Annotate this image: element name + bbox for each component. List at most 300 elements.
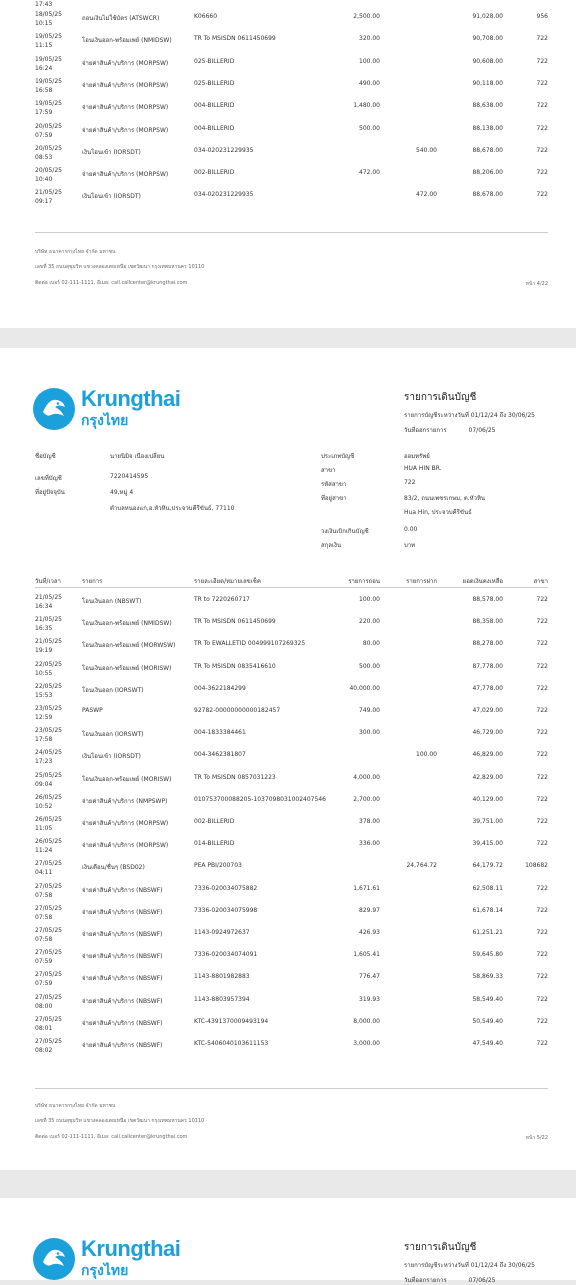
row-balance: 88,678.00 [472,146,503,154]
table-row [0,145,576,167]
row-branch: 722 [536,191,548,199]
row-withdrawal: 4,000.00 [353,773,380,781]
row-date: 22/05/25 [35,660,62,668]
table-row [0,661,576,683]
row-channel: 025-BILLERID [194,57,235,65]
header-desc: รายการ [82,578,103,585]
row-description: จ่ายค่าสินค้า/บริการ (NMPSWP) [82,797,168,805]
logo-text-th: กรุงไทย [81,1263,129,1279]
table-row [0,838,576,860]
row-channel: TR To MSISDN 0611450699 [194,35,276,43]
table-row [0,994,576,1016]
statement-header [404,1240,535,1285]
row-date: 26/05/25 [35,838,62,846]
row-time: 19:19 [35,647,53,655]
overdraft-value: 0.00 [404,526,418,533]
issue-date: 07/06/25 [468,1277,496,1284]
row-channel: 004-1833384461 [194,729,246,737]
table-row [0,100,576,122]
row-date: 26/05/25 [35,816,62,823]
lead-time [0,0,576,10]
row-description: จ่ายค่าสินค้า/บริการ (NBSWF) [82,953,163,961]
row-balance: 90,118.00 [472,79,503,87]
row-balance: 46,829.00 [472,751,503,759]
row-balance: 47,778.00 [472,684,503,692]
row-channel: K06660 [194,13,218,20]
row-time: 11:24 [35,847,53,855]
row-channel: 7336-020034074091 [194,951,258,959]
table-row [0,772,576,794]
row-branch: 722 [536,884,548,892]
table-row [0,78,576,100]
branch-code: 722 [404,479,416,486]
footer-divider [35,1088,548,1089]
row-branch: 722 [536,169,548,177]
row-description: เงินเดือน/ชื่นๆ (BSD02) [82,864,145,872]
row-channel: 7336-020034075998 [194,906,258,914]
row-branch: 722 [536,640,548,648]
page-number: หน้า 4/22 [525,281,548,287]
krungthai-logo [33,1238,203,1282]
row-balance: 87,778.00 [472,662,503,670]
account-type-label: ประเภทบัญชี [321,453,355,460]
row-deposit: 540.00 [416,146,437,154]
row-channel: 1143-0924972637 [194,929,250,936]
row-balance: 42,829.00 [472,773,503,781]
row-date: 18/05/25 [35,11,62,18]
row-branch: 956 [536,13,548,20]
header-branch: สาขา [533,578,548,585]
row-time: 12:59 [35,714,53,721]
table-row [0,167,576,189]
row-description: จ่ายค่าสินค้า/บริการ (NBSWF) [82,886,163,894]
table-row [0,11,576,33]
row-description: โอนเงินออก (IORSWT) [82,731,144,739]
row-date: 20/05/25 [35,167,62,175]
branch-name: HUA HIN BR. [404,465,442,472]
row-balance: 47,549.40 [472,1040,503,1047]
row-branch: 722 [536,729,548,737]
row-withdrawal: 100.00 [359,57,380,65]
row-balance: 58,549.40 [472,995,503,1003]
row-balance: 46,729.00 [472,729,503,737]
address-line1: 49,หมู่ 4 [110,489,134,496]
table-row [0,33,576,55]
account-name: นายนิมิจ เนืองเปลี่ยน [110,453,165,460]
row-branch: 722 [536,751,548,759]
row-withdrawal: 2,700.00 [353,795,380,803]
footer-company: บริษัท ธนาคารกรุงไทย จำกัด มหาชน [35,249,116,255]
row-time: 11:15 [35,42,53,50]
row-time: 08:00 [35,1002,53,1010]
table-row [0,616,576,638]
row-channel: 002-BILLERID [194,169,235,177]
bird-emblem-icon [33,388,75,430]
row-balance: 88,638.00 [472,102,503,110]
table-row [0,749,576,771]
row-branch: 722 [536,146,548,154]
row-withdrawal: 1,605.41 [353,951,380,959]
row-time: 07:58 [35,891,53,899]
row-date: 24/05/25 [35,749,62,757]
row-date: 19/05/25 [35,77,62,85]
row-withdrawal: 336.00 [359,840,380,848]
row-description: จ่ายค่าสินค้า/บริการ (NBSWF) [82,975,163,983]
row-withdrawal: 220.00 [359,618,380,626]
row-withdrawal: 472.00 [359,169,380,177]
row-deposit: 100.00 [416,751,437,759]
row-balance: 59,645.80 [472,951,503,959]
table-row [0,949,576,971]
row-time: 07:58 [35,913,53,921]
row-description: จ่ายค่าสินค้า/บริการ (MORPSW) [82,126,169,134]
table-row [0,927,576,949]
row-time: 11:05 [35,825,53,832]
overdraft-label: วงเงินเบิกเกินบัญชี [321,528,369,535]
row-withdrawal: 40,000.00 [349,684,380,692]
row-time: 15:53 [35,691,53,699]
row-date: 19/05/25 [35,33,62,41]
table-row [0,905,576,927]
row-withdrawal: 829.97 [359,906,380,914]
table-row [0,860,576,882]
row-description: โอนเงินออก (NBSWT) [82,598,142,605]
row-description: โอนเงินออก-พร้อมเพย์ (MORWSW) [82,642,176,650]
row-withdrawal: 319.93 [359,995,380,1003]
account-number-label: เลขที่บัญชี [35,475,62,482]
table-row [0,1038,576,1060]
row-withdrawal: 300.00 [359,729,380,737]
row-description: จ่ายค่าสินค้า/บริการ (MORPSW) [82,59,169,67]
account-name-label: ชื่อบัญชี [35,453,56,460]
row-withdrawal: 426.93 [359,929,380,936]
row-channel: 1143-8803957394 [194,995,250,1003]
row-balance: 58,869.33 [472,973,503,981]
row-withdrawal: 378.00 [359,818,380,825]
footer-address: เลขที่ 35 ถนนสุขุมวิท แขวงคลองเตยเหนือ เขตวัฒนา กรุงเทพมหานคร 10110 [35,264,205,270]
row-branch: 722 [536,795,548,803]
row-time: 16:24 [35,64,53,72]
table-row [0,123,576,145]
row-withdrawal: 320.00 [359,35,380,43]
row-channel: 034-020231229935 [194,146,254,154]
row-balance: 91,028.00 [472,13,503,20]
row-balance: 62,508.11 [472,884,503,892]
issue-date-row [404,1275,535,1285]
row-time: 08:53 [35,153,53,161]
row-deposit: 472.00 [416,191,437,199]
row-channel: 004-BILLERID [194,124,235,132]
row-description: เงินโอนเข้า (IORSDT) [82,148,141,156]
row-withdrawal: 776.47 [359,973,380,981]
row-time: 10:40 [35,176,53,184]
row-branch: 722 [536,57,548,65]
issue-date-label: วันที่ออกรายการ [404,427,447,434]
row-description: จ่ายค่าสินค้า/บริการ (NBSWF) [82,997,163,1005]
row-withdrawal: 500.00 [359,662,380,670]
address-line2: ตำบลหนองแก,อ.หัวหิน,ประจวบคีรีขันธ์, 77110 [110,505,235,512]
row-withdrawal: 749.00 [359,707,380,714]
logo-text-en: Krungthai [81,1236,181,1261]
header-deposit: รายการฝาก [406,578,437,585]
row-date: 27/05/25 [35,971,62,979]
row-description: ถอนเงินไม่ใช้บัตร (ATSWCR) [82,15,160,22]
statement-period: รายการบัญชีระหว่างวันที่ 01/12/24 ถึง 30/06/25 [404,412,535,419]
row-withdrawal: 490.00 [359,79,380,87]
row-time: 09:17 [35,198,53,206]
issue-date-row [404,425,535,435]
row-balance: 61,251.21 [472,929,503,936]
row-channel: TR To EWALLETID 004999107269325 [194,640,306,648]
row-channel: TR To MSISDN 0857031223 [194,773,276,781]
row-channel: 004-3462381807 [194,751,246,759]
row-channel: 92782-00000000000182457 [194,707,281,714]
row-time: 10:52 [35,802,53,810]
row-description: โอนเงินออก-พร้อมเพย์ (NMIDSW) [82,37,172,45]
address-label: ที่อยู่ปัจจุบัน [35,489,65,496]
row-balance: 39,751.00 [472,818,503,825]
row-description: จ่ายค่าสินค้า/บริการ (MORPSW) [82,81,169,89]
footer-contact: ติดต่อ เบอร์ 02-111-1111, อีเมล: call.callcenter@krungthai.com [35,280,188,286]
row-branch: 722 [536,707,548,714]
header-balance: ยอดเงินคงเหลือ [462,578,503,585]
row-balance: 90,608.00 [472,57,503,65]
row-deposit: 24,764.72 [406,862,437,870]
issue-date-label: วันที่ออกรายการ [404,1277,447,1284]
row-branch: 722 [536,973,548,981]
row-branch: 722 [536,906,548,914]
row-description: จ่ายค่าสินค้า/บริการ (NBSWF) [82,1042,163,1049]
table-row [0,883,576,905]
row-description: จ่ายค่าสินค้า/บริการ (NBSWF) [82,908,163,916]
currency-label: สกุลเงิน [321,542,342,549]
footer-contact: ติดต่อ เบอร์ 02-111-1111, อีเมล: call.callcenter@krungthai.com [35,1134,188,1140]
row-balance: 47,029.00 [472,707,503,714]
row-time: 17:23 [35,758,53,766]
row-branch: 722 [536,840,548,848]
row-description: จ่ายค่าสินค้า/บริการ (NBSWF) [82,931,163,938]
row-branch: 722 [536,596,548,603]
account-number: 7220414595 [110,473,149,480]
table-row [0,816,576,838]
logo-text-en: Krungthai [81,386,181,411]
row-date: 27/05/25 [35,860,62,868]
row-balance: 88,206.00 [472,169,503,177]
row-time: 07:59 [35,958,53,966]
row-withdrawal: 3,000.00 [353,1040,380,1047]
row-date: 27/05/25 [35,1038,62,1045]
row-branch: 722 [536,995,548,1003]
krungthai-logo [33,388,203,432]
row-channel: 034-020231229935 [194,191,254,199]
row-time: 04:11 [35,869,53,877]
header-divider [35,587,548,588]
row-description: PASWP [82,707,103,714]
bird-emblem-icon [33,1238,75,1280]
row-channel: KTC-5406040103611153 [194,1040,269,1047]
row-balance: 40,129.00 [472,795,503,803]
row-description: โอนเงินออก (IORSWT) [82,686,144,694]
row-time: 07:58 [35,936,53,943]
row-balance: 88,678.00 [472,191,503,199]
row-channel: TR To MSISDN 0835416610 [194,662,276,670]
row-time: 08:02 [35,1047,53,1054]
row-balance: 88,578.00 [472,596,503,603]
row-channel: PEA PBI/200703 [194,862,242,870]
page-number: หน้า 5/22 [525,1135,548,1141]
row-description: เงินโอนเข้า (IORSDT) [82,193,141,201]
row-description: โอนเงินออก-พร้อมเพย์ (MORISW) [82,664,172,672]
table-row [0,683,576,705]
row-date: 19/05/25 [35,55,62,63]
row-channel: KTC-4391370009493194 [194,1017,269,1025]
row-time: 17:43 [35,1,53,8]
row-time: 10:15 [35,20,53,27]
branch-address-label: ที่อยู่สาขา [321,495,347,502]
row-balance: 64,179.72 [472,862,503,870]
row-balance: 88,138.00 [472,124,503,132]
branch-code-label: รหัสสาขา [321,481,347,488]
row-withdrawal: 80.00 [362,640,380,648]
row-date: 21/05/25 [35,189,62,197]
row-time: 16:34 [35,603,53,610]
statement-page-5 [0,348,576,1170]
row-balance: 50,549.40 [472,1017,503,1025]
logo-text-th: กรุงไทย [81,413,129,429]
document-title: รายการเดินบัญชี [404,392,477,403]
row-balance: 88,358.00 [472,618,503,626]
table-row [0,56,576,78]
table-row [0,1016,576,1038]
row-branch: 722 [536,773,548,781]
row-time: 16:58 [35,86,53,94]
row-time: 17:58 [35,736,53,744]
row-date: 21/05/25 [35,594,62,601]
header-withdraw: รายการถอน [348,578,380,585]
branch-address-line2: Hua Hin, ประจวบคีรีขันธ์ [404,509,472,516]
row-date: 27/05/25 [35,927,62,934]
row-description: จ่ายค่าสินค้า/บริการ (MORPSW) [82,104,169,112]
header-date: วันที่/เวลา [35,578,61,585]
row-channel: TR to 7220260717 [194,596,250,603]
statement-header [404,390,535,435]
row-balance: 61,678.14 [472,906,503,914]
row-date: 26/05/25 [35,793,62,801]
row-withdrawal: 1,671.61 [353,884,380,892]
row-branch: 722 [536,662,548,670]
row-withdrawal: 8,000.00 [353,1017,380,1025]
row-balance: 90,708.00 [472,35,503,43]
row-time: 07:59 [35,980,53,988]
row-time: 16:35 [35,625,53,633]
row-withdrawal: 500.00 [359,124,380,132]
row-branch: 722 [536,35,548,43]
row-description: จ่ายค่าสินค้า/บริการ (MORPSW) [82,842,169,850]
table-row [0,638,576,660]
row-date: 27/05/25 [35,904,62,912]
row-branch: 722 [536,618,548,626]
row-description: เงินโอนเข้า (IORSDT) [82,753,141,761]
row-branch: 722 [536,818,548,825]
row-date: 27/05/25 [35,882,62,890]
statement-page-4 [0,0,576,328]
row-date: 20/05/25 [35,144,62,152]
row-date: 23/05/25 [35,727,62,735]
row-date: 27/05/25 [35,949,62,957]
row-description: จ่ายค่าสินค้า/บริการ (MORPSW) [82,171,169,179]
branch-address-line1: 83/2, ถนนเพชรเกษม, ต.หัวหิน [404,495,486,502]
row-date: 21/05/25 [35,638,62,646]
row-date: 22/05/25 [35,682,62,690]
row-channel: 004-BILLERID [194,102,235,110]
row-description: จ่ายค่าสินค้า/บริการ (MORPSW) [82,820,169,827]
table-row [0,189,576,211]
row-balance: 39,415.00 [472,840,503,848]
row-date: 27/05/25 [35,1015,62,1023]
statement-page-6 [0,1198,576,1284]
row-description: จ่ายค่าสินค้า/บริการ (NBSWF) [82,1019,163,1027]
table-row [0,594,576,616]
account-type: ออมทรัพย์ [404,453,430,460]
row-date: 23/05/25 [35,705,62,712]
row-branch: 722 [536,102,548,110]
row-time: 08:01 [35,1024,53,1032]
row-time: 17:59 [35,109,53,117]
table-row [0,727,576,749]
currency-value: บาท [404,542,416,549]
row-description: โอนเงินออก-พร้อมเพย์ (MORISW) [82,775,172,783]
row-description: โอนเงินออก-พร้อมเพย์ (NMIDSW) [82,620,172,628]
row-channel: 025-BILLERID [194,79,235,87]
row-time: 07:59 [35,131,53,139]
row-balance: 88,278.00 [472,640,503,648]
row-channel: 002-BILLERID [194,818,235,825]
statement-period: รายการบัญชีระหว่างวันที่ 01/12/24 ถึง 30/06/25 [404,1262,535,1269]
table-row [0,794,576,816]
row-branch: 722 [536,684,548,692]
row-branch: 108682 [525,862,548,870]
branch-label: สาขา [321,467,336,474]
row-channel: 004-3622184299 [194,684,246,692]
footer-divider [35,232,548,233]
row-channel: 7336-020034075882 [194,884,258,892]
row-channel: 010753700088205-1037098031002407546 [194,795,326,803]
row-channel: 014-BILLERID [194,840,235,848]
row-channel: TR To MSISDN 0611450699 [194,618,276,626]
row-withdrawal: 2,500.00 [353,13,380,20]
row-branch: 722 [536,1040,548,1047]
row-branch: 722 [536,79,548,87]
row-date: 21/05/25 [35,616,62,624]
table-row [0,705,576,727]
row-date: 25/05/25 [35,771,62,779]
row-time: 09:04 [35,780,53,788]
row-withdrawal: 1,480.00 [353,102,380,110]
footer-company: บริษัท ธนาคารกรุงไทย จำกัด มหาชน [35,1103,116,1109]
row-channel: 1143-8801982883 [194,973,250,981]
table-row [0,971,576,993]
document-title: รายการเดินบัญชี [404,1242,477,1253]
row-branch: 722 [536,951,548,959]
row-date: 20/05/25 [35,122,62,130]
issue-date: 07/06/25 [468,427,496,434]
row-time: 10:55 [35,669,53,677]
row-date: 27/05/25 [35,993,62,1001]
header-channel: รายละเอียด/หมายเลขเช็ค [194,578,261,585]
row-branch: 722 [536,929,548,936]
row-branch: 722 [536,1017,548,1025]
row-date: 19/05/25 [35,100,62,108]
